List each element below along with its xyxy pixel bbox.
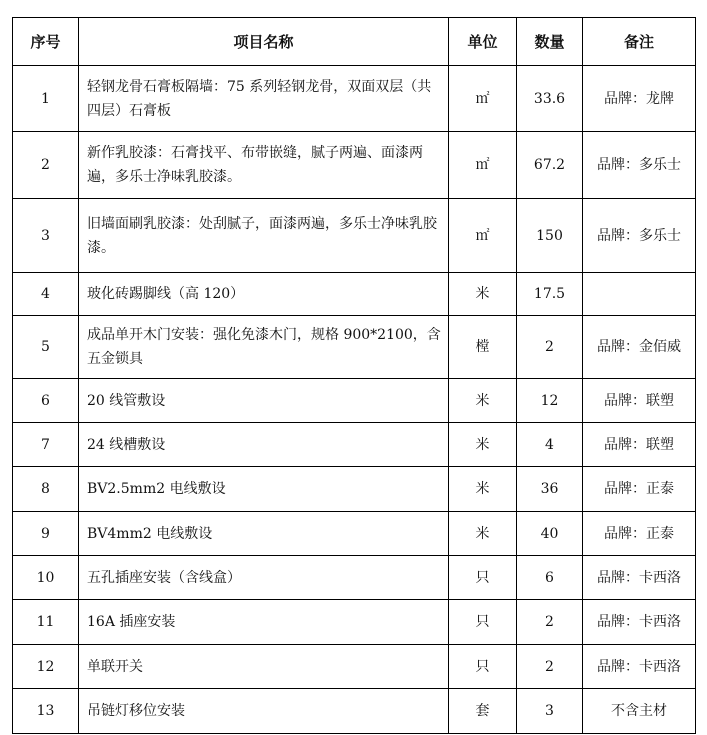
row-name: 玻化砖踢脚线（高 120） (79, 273, 449, 316)
row-unit: 套 (449, 689, 517, 734)
row-name: 成品单开木门安装：强化免漆木门，规格 900*2100，含五金锁具 (79, 316, 449, 379)
row-note: 品牌：金佰威 (583, 316, 696, 379)
row-no: 5 (13, 316, 79, 379)
row-no: 7 (13, 423, 79, 467)
header-name: 项目名称 (79, 18, 449, 66)
row-note: 品牌：卡西洛 (583, 645, 696, 689)
row-qty: 2 (517, 316, 583, 379)
header-no: 序号 (13, 18, 79, 66)
table-row (13, 645, 696, 689)
row-no: 10 (13, 556, 79, 600)
table-row (13, 689, 696, 734)
row-qty: 67.2 (517, 132, 583, 199)
row-note: 品牌：正泰 (583, 467, 696, 512)
table-header-row (13, 18, 696, 66)
row-no: 9 (13, 512, 79, 556)
row-name: 单联开关 (79, 645, 449, 689)
row-unit: 米 (449, 423, 517, 467)
row-name: 20 线管敷设 (79, 379, 449, 423)
table-row (13, 199, 696, 273)
row-no: 12 (13, 645, 79, 689)
row-qty: 36 (517, 467, 583, 512)
table-row (13, 379, 696, 423)
row-qty: 6 (517, 556, 583, 600)
table-row (13, 132, 696, 199)
row-unit: 樘 (449, 316, 517, 379)
row-note: 品牌：龙牌 (583, 66, 696, 132)
table-row (13, 512, 696, 556)
row-no: 2 (13, 132, 79, 199)
row-qty: 3 (517, 689, 583, 734)
row-note (583, 273, 696, 316)
row-unit: 米 (449, 467, 517, 512)
table-row (13, 423, 696, 467)
row-name: 吊链灯移位安装 (79, 689, 449, 734)
header-note: 备注 (583, 18, 696, 66)
row-unit: 只 (449, 600, 517, 645)
quantity-table (12, 17, 696, 734)
row-note: 品牌：正泰 (583, 512, 696, 556)
row-name: 16A 插座安装 (79, 600, 449, 645)
row-name: 24 线槽敷设 (79, 423, 449, 467)
row-name: 轻钢龙骨石膏板隔墙：75 系列轻钢龙骨，双面双层（共四层）石膏板 (79, 66, 449, 132)
row-note: 品牌：多乐士 (583, 199, 696, 273)
row-no: 4 (13, 273, 79, 316)
row-no: 8 (13, 467, 79, 512)
table-row (13, 556, 696, 600)
row-unit: ㎡ (449, 132, 517, 199)
table-row (13, 467, 696, 512)
row-unit: 米 (449, 512, 517, 556)
row-no: 3 (13, 199, 79, 273)
row-qty: 2 (517, 645, 583, 689)
row-qty: 40 (517, 512, 583, 556)
row-unit: 只 (449, 645, 517, 689)
table-row (13, 66, 696, 132)
row-name: BV4mm2 电线敷设 (79, 512, 449, 556)
row-qty: 12 (517, 379, 583, 423)
header-unit: 单位 (449, 18, 517, 66)
row-unit: 只 (449, 556, 517, 600)
header-qty: 数量 (517, 18, 583, 66)
row-note: 品牌：卡西洛 (583, 556, 696, 600)
row-unit: 米 (449, 273, 517, 316)
row-name: 五孔插座安装（含线盒） (79, 556, 449, 600)
row-qty: 150 (517, 199, 583, 273)
row-name: BV2.5mm2 电线敷设 (79, 467, 449, 512)
row-unit: 米 (449, 379, 517, 423)
row-name: 旧墙面刷乳胶漆：处刮腻子，面漆两遍，多乐士净味乳胶漆。 (79, 199, 449, 273)
row-unit: ㎡ (449, 66, 517, 132)
row-note: 品牌：多乐士 (583, 132, 696, 199)
row-note: 品牌：卡西洛 (583, 600, 696, 645)
row-name: 新作乳胶漆：石膏找平、布带嵌缝，腻子两遍、面漆两遍，多乐士净味乳胶漆。 (79, 132, 449, 199)
row-no: 1 (13, 66, 79, 132)
row-note: 品牌：联塑 (583, 423, 696, 467)
row-qty: 4 (517, 423, 583, 467)
row-note: 品牌：联塑 (583, 379, 696, 423)
row-no: 13 (13, 689, 79, 734)
table-row (13, 600, 696, 645)
row-qty: 2 (517, 600, 583, 645)
table-row (13, 316, 696, 379)
row-no: 11 (13, 600, 79, 645)
row-unit: ㎡ (449, 199, 517, 273)
row-qty: 17.5 (517, 273, 583, 316)
row-no: 6 (13, 379, 79, 423)
table-row (13, 273, 696, 316)
row-qty: 33.6 (517, 66, 583, 132)
row-note: 不含主材 (583, 689, 696, 734)
